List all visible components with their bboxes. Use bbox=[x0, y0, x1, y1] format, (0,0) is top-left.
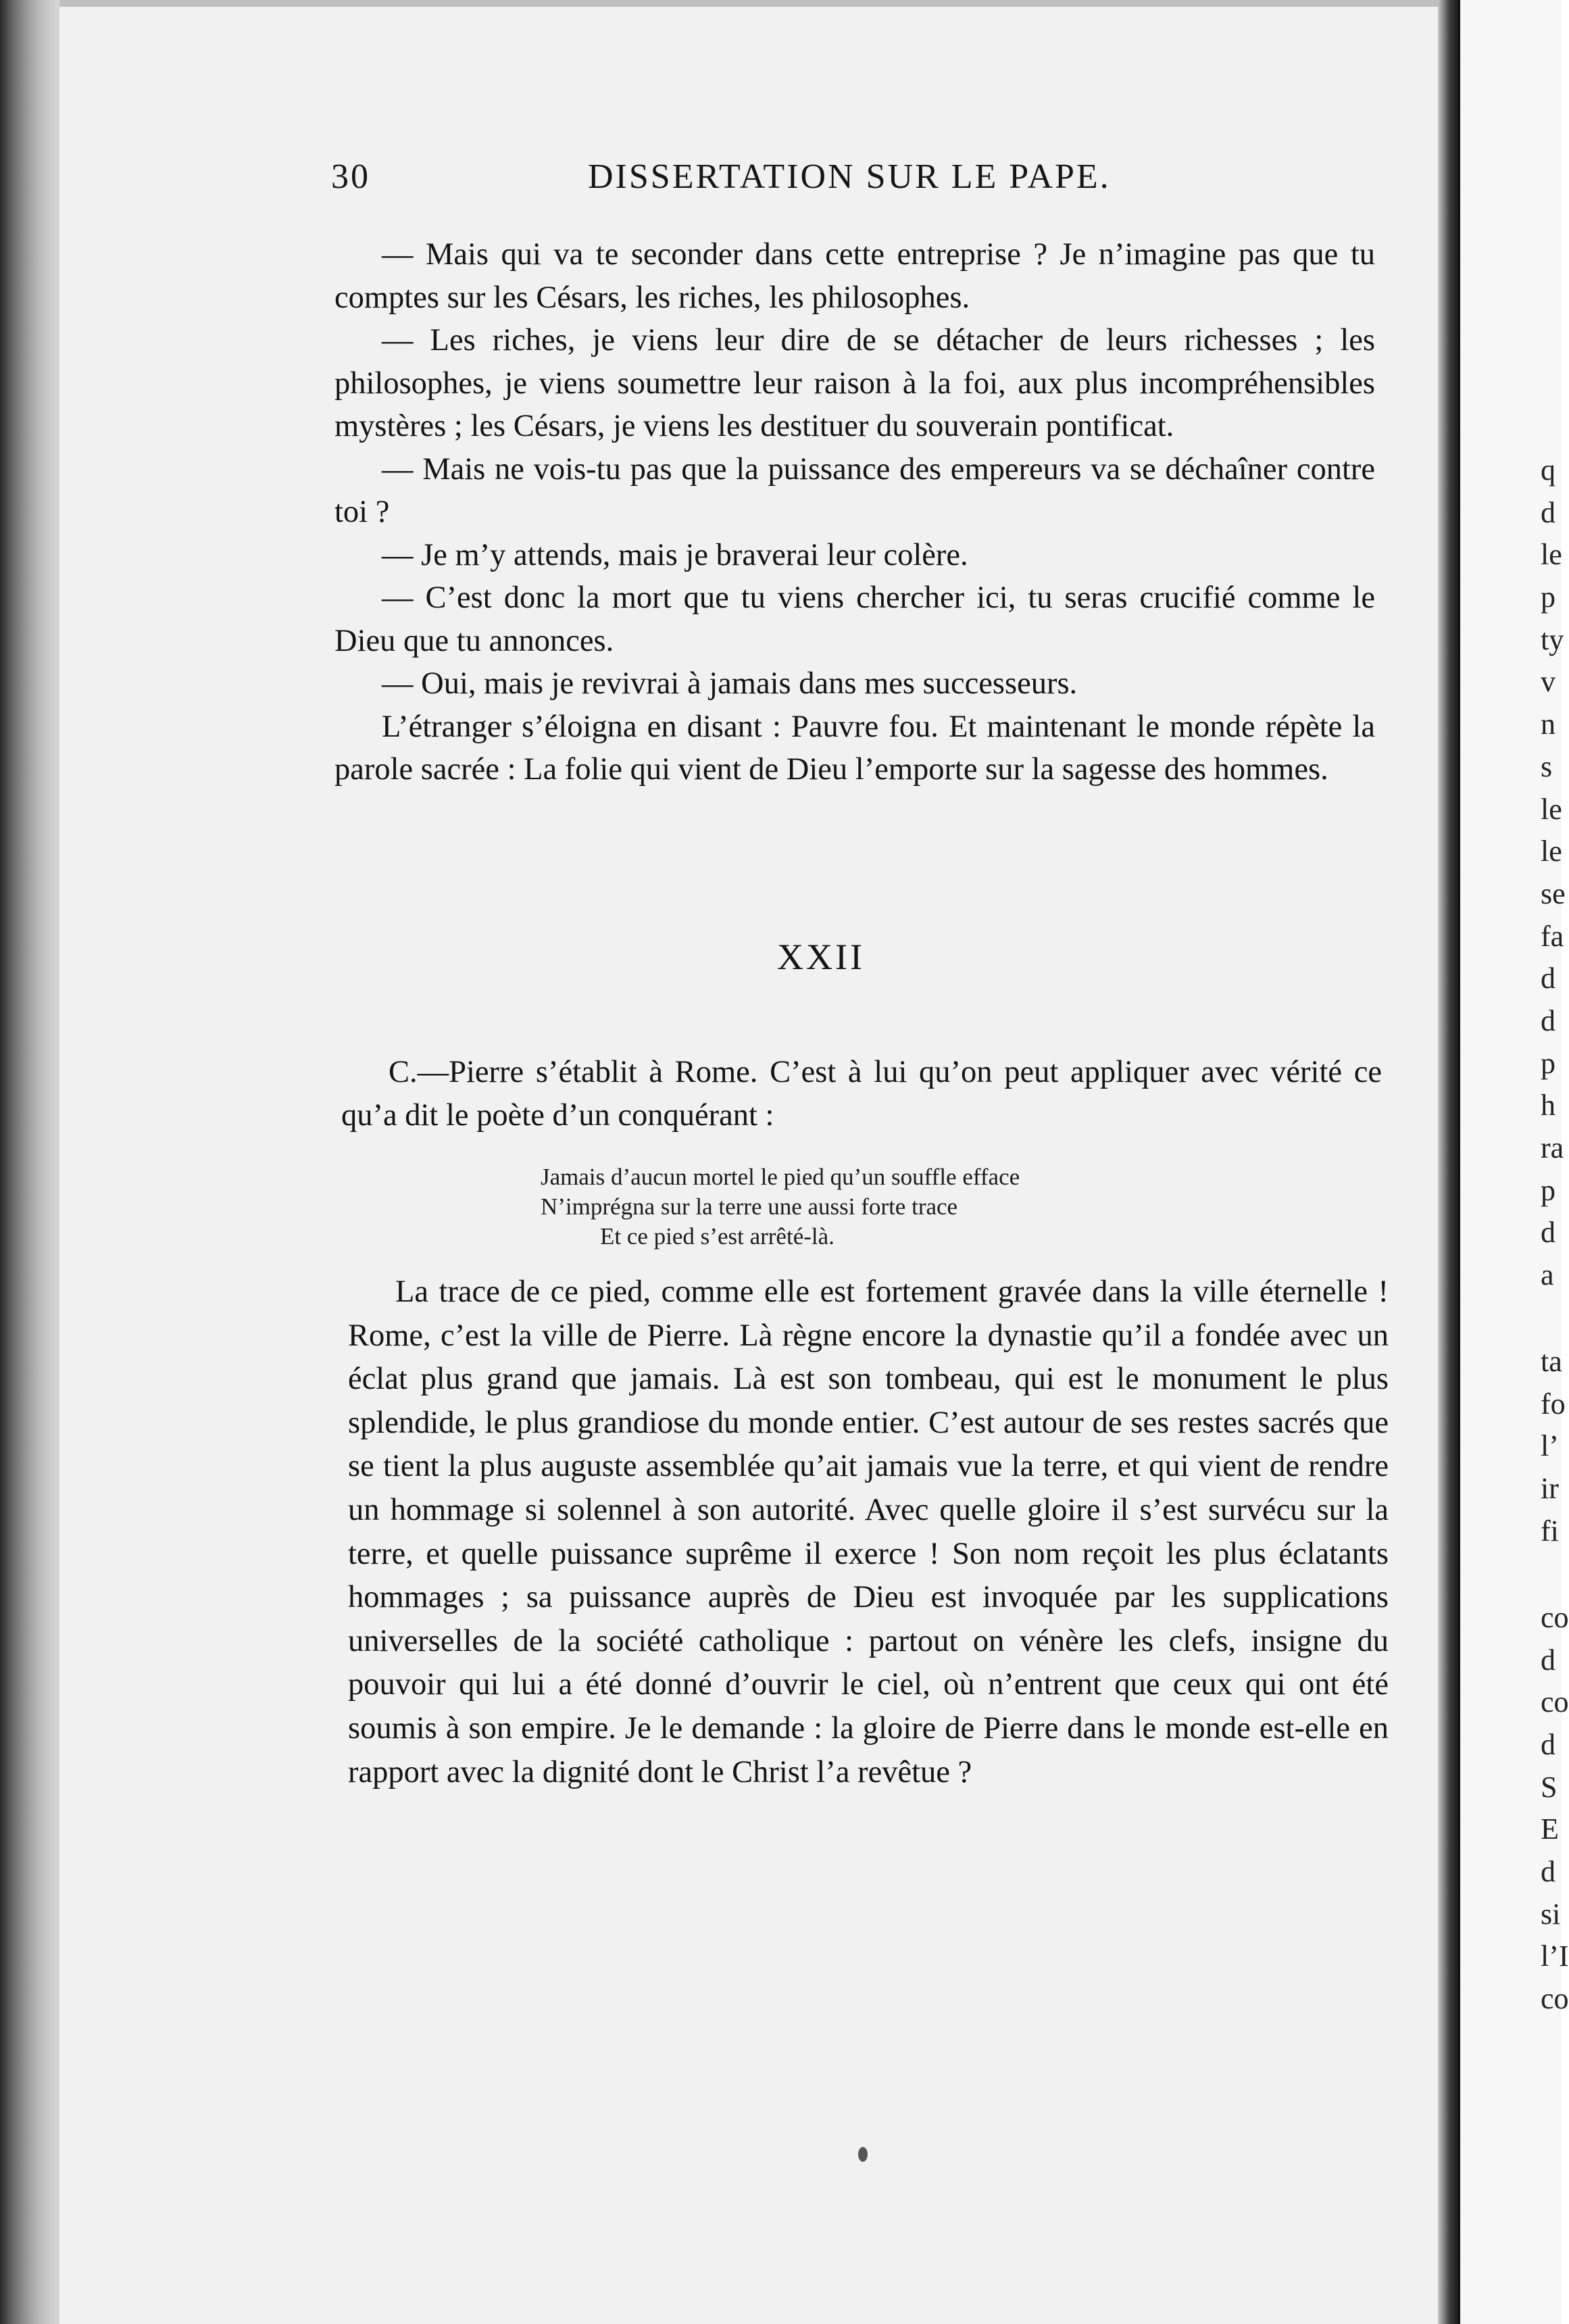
fragment: n bbox=[1541, 708, 1555, 741]
dialogue-line: — Mais ne vois-tu pas que la puissance des empereurs va se déchaîner contre toi ? bbox=[334, 451, 1375, 529]
dialogue-block bbox=[334, 233, 1375, 791]
fragment: fi bbox=[1541, 1514, 1559, 1548]
fragment: p bbox=[1541, 1173, 1555, 1207]
fragment: d bbox=[1541, 495, 1555, 529]
book-gutter bbox=[1438, 0, 1458, 2324]
fragment: ta bbox=[1541, 1345, 1562, 1379]
section-heading: XXII bbox=[777, 937, 865, 977]
fragment: s bbox=[1541, 749, 1553, 783]
page-top-edge bbox=[0, 0, 1460, 7]
dialogue-line: — Je m’y attends, mais je braverai leur colère. bbox=[382, 537, 968, 572]
ink-speck bbox=[858, 2147, 868, 2162]
fragment: E bbox=[1541, 1812, 1559, 1846]
dialogue-line: — C’est donc la mort que tu viens chercher ici, tu seras crucifié comme le Dieu que tu annonces. bbox=[334, 580, 1375, 658]
dialogue-line: — Les riches, je viens leur dire de se détacher de leurs richesses ; les philosophes, je viens soumettre leur raison à la foi, aux plus incompréhensibles mystères ; les Césars, je viens les destituer du souverain pontificat. bbox=[334, 323, 1375, 443]
fragment: fo bbox=[1541, 1387, 1566, 1420]
fragment: S bbox=[1541, 1770, 1558, 1804]
fragment: l’ bbox=[1541, 1429, 1559, 1463]
fragment: fa bbox=[1541, 919, 1564, 953]
fragment: le bbox=[1541, 538, 1562, 572]
fragment: q bbox=[1541, 453, 1555, 487]
facing-page-fragments bbox=[1541, 449, 1569, 2021]
fragment: a bbox=[1541, 1258, 1554, 1292]
fragment: d bbox=[1541, 962, 1555, 995]
fragment: ra bbox=[1541, 1131, 1564, 1164]
page-stack-edge bbox=[0, 0, 59, 2324]
intro-paragraph: C.—Pierre s’établit à Rome. C’est à lui qu’on peut appliquer avec vérité ce qu’a dit le poète d’un conquérant : bbox=[341, 1055, 1382, 1133]
dialogue-line: — Oui, mais je revivrai à jamais dans mes successeurs. bbox=[382, 666, 1078, 701]
fragment: p bbox=[1541, 580, 1555, 614]
fragment: d bbox=[1541, 1643, 1555, 1677]
fragment: co bbox=[1541, 1685, 1569, 1719]
verse-line: Jamais d’aucun mortel le pied qu’un souffle efface bbox=[541, 1164, 1020, 1190]
fragment: d bbox=[1541, 1216, 1555, 1250]
fragment: d bbox=[1541, 1854, 1555, 1888]
verse-line: N’imprégna sur la terre une aussi forte trace bbox=[541, 1193, 958, 1220]
fragment: ty bbox=[1541, 622, 1564, 656]
fragment: d bbox=[1541, 1727, 1555, 1761]
verse-line: Et ce pied s’est arrêté-là. bbox=[600, 1223, 835, 1250]
fragment: d bbox=[1541, 1004, 1555, 1037]
closing-paragraph: L’étranger s’éloigna en disant : Pauvre fou. Et maintenant le monde répète la parole sacrée : La folie qui vient de Dieu l’emporte sur la sagesse des hommes. bbox=[334, 709, 1375, 787]
page-number: 30 bbox=[331, 157, 370, 196]
fragment: le bbox=[1541, 835, 1562, 868]
verse-quotation bbox=[541, 1162, 1020, 1252]
fragment: le bbox=[1541, 792, 1562, 826]
fragment: v bbox=[1541, 665, 1555, 699]
fragment: ir bbox=[1541, 1472, 1559, 1506]
main-paragraph: La trace de ce pied, comme elle est fortement gravée dans la ville éternelle ! Rome, c’est la ville de Pierre. Là règne encore la dynastie qu’il a fondée avec un éclat plus grand que jamais. Là est son tombeau, qui est le monument le plus splendide, le plus grandiose du monde entier. C’est autour de ses restes sacrés que se tient la plus auguste assemblée qu’ait jamais vue la terre, et qui vient de rendre un hommage si solennel à son autorité. Avec quelle gloire il s’est survécu sur la terre, et quelle puissance suprême il exerce ! Son nom reçoit les plus éclatants hommages ; sa puissance auprès de Dieu est invoquée par les supplications universelles de la société catholique : partout on vénère les clefs, insigne du pouvoir qui lui a été donné d’ouvrir le ciel, où n’entrent que ceux qui ont été soumis à son empire. Je le demande : la gloire de Pierre dans le monde est-elle en rapport avec la dignité dont le Christ l’a revêtue ? bbox=[348, 1275, 1389, 1789]
fragment: se bbox=[1541, 876, 1566, 910]
dialogue-line: — Mais qui va te seconder dans cette entreprise ? Je n’imagine pas que tu comptes sur les Césars, les riches, les philosophes. bbox=[334, 237, 1375, 315]
fragment: l’I bbox=[1541, 1939, 1569, 1973]
fragment: p bbox=[1541, 1046, 1555, 1080]
intro-paragraph-block bbox=[341, 1051, 1382, 1137]
running-title: DISSERTATION SUR LE PAPE. bbox=[588, 157, 1111, 196]
page-header bbox=[331, 157, 1385, 204]
fragment: h bbox=[1541, 1089, 1555, 1122]
fragment: co bbox=[1541, 1982, 1569, 2015]
fragment: si bbox=[1541, 1897, 1561, 1931]
fragment: co bbox=[1541, 1600, 1569, 1634]
main-paragraph-block bbox=[348, 1270, 1389, 1794]
